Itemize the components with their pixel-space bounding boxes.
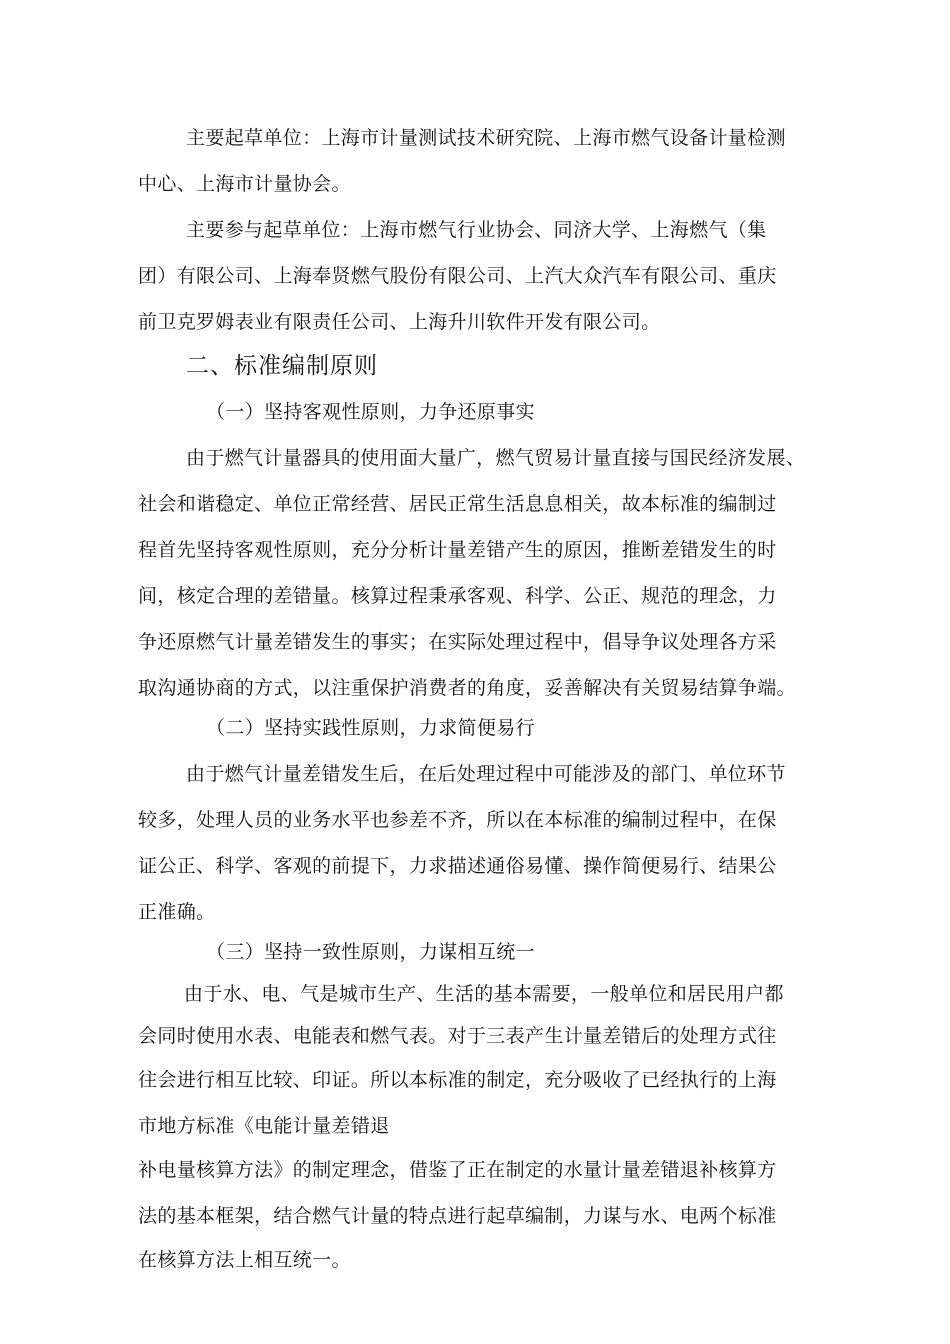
principle-3-line: 由于水、电、气是城市生产、生活的基本需要，一般单位和居民用户都 <box>184 983 784 1005</box>
principle-1-line: 间，核定合理的差错量。核算过程秉承客观、科学、公正、规范的理念，力 <box>138 585 777 607</box>
drafters-main-line-1: 主要起草单位：上海市计量测试技术研究院、上海市燃气设备计量检测 <box>186 127 786 149</box>
principle-2-line: 由于燃气计量差错发生后，在后处理过程中可能涉及的部门、单位环节 <box>186 763 786 785</box>
drafters-main-line-2: 中心、上海市计量协会。 <box>138 173 351 195</box>
principle-3-line: 会同时使用水表、电能表和燃气表。对于三表产生计量差错后的处理方式往 <box>138 1025 777 1047</box>
principle-3-line: 补电量核算方法》的制定理念，借鉴了正在制定的水量计量差错退补核算方 <box>138 1159 777 1181</box>
drafters-participants-line-3: 前卫克罗姆表业有限责任公司、上海升川软件开发有限公司。 <box>138 311 661 333</box>
principle-1-line: 争还原燃气计量差错发生的事实；在实际处理过程中，倡导争议处理各方采 <box>138 631 777 653</box>
principle-1-line: 由于燃气计量器具的使用面大量广，燃气贸易计量直接与国民经济发展、 <box>186 447 806 469</box>
principle-1-line: 取沟通协商的方式，以注重保护消费者的角度，妥善解决有关贸易结算争端。 <box>138 677 796 699</box>
principle-3-line: 市地方标准《电能计量差错退 <box>138 1115 390 1137</box>
drafters-participants-line-1: 主要参与起草单位：上海市燃气行业协会、同济大学、上海燃气（集 <box>186 219 767 241</box>
drafters-participants-line-2: 团）有限公司、上海奉贤燃气股份有限公司、上汽大众汽车有限公司、重庆 <box>138 265 777 287</box>
section-title: 二、标准编制原则 <box>186 353 378 379</box>
principle-3-heading: （三）坚持一致性原则，力谋相互统一 <box>206 941 535 963</box>
principle-1-line: 社会和谐稳定、单位正常经营、居民正常生活息息相关，故本标准的编制过 <box>138 493 777 515</box>
principle-3-line: 在核算方法上相互统一。 <box>138 1249 351 1271</box>
principle-2-line: 正准确。 <box>138 901 216 923</box>
principle-3-line: 法的基本框架，结合燃气计量的特点进行起草编制，力谋与水、电两个标准 <box>138 1205 777 1227</box>
principle-1-line: 程首先坚持客观性原则，充分分析计量差错产生的原因，推断差错发生的时 <box>138 539 777 561</box>
principle-2-line: 证公正、科学、客观的前提下，力求描述通俗易懂、操作简便易行、结果公 <box>138 855 777 877</box>
principle-1-heading: （一）坚持客观性原则，力争还原事实 <box>206 401 535 423</box>
principle-3-line: 往会进行相互比较、印证。所以本标准的制定，充分吸收了已经执行的上海 <box>138 1069 777 1091</box>
principle-2-heading: （二）坚持实践性原则，力求简便易行 <box>206 717 535 739</box>
principle-2-line: 较多，处理人员的业务水平也参差不齐，所以在本标准的编制过程中，在保 <box>138 809 777 831</box>
